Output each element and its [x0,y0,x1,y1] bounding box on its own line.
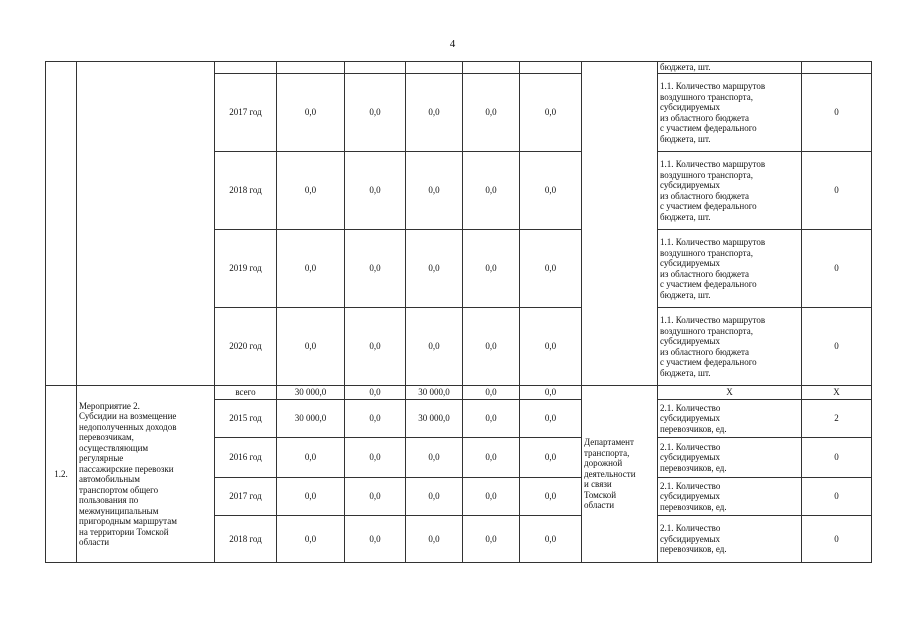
page-number: 4 [449,38,456,50]
indicator-value-cell: 0 [802,438,872,478]
indicator-value-cell: 0 [802,478,872,516]
year-cell: всего [215,386,277,400]
value-cell: 30 000,0 [277,386,345,400]
indicator-cell: 2.1. Количество субсидируемых перевозчиков, ед. [658,516,802,563]
value-cell: 0,0 [406,74,463,152]
value-cell: 0,0 [463,74,520,152]
indicator-cell: 1.1. Количество маршрутов воздушного транспорта, субсидируемых из областного бюджета с участием федерального бюджета, шт. [658,308,802,386]
value-cell: 30 000,0 [277,400,345,438]
value-cell: 0,0 [520,230,582,308]
year-cell: 2019 год [215,230,277,308]
value-cell: 0,0 [406,438,463,478]
value-cell: 0,0 [345,400,406,438]
value-cell: 0,0 [520,74,582,152]
year-cell: 2017 год [215,478,277,516]
year-cell: 2020 год [215,308,277,386]
indicator-cell: 1.1. Количество маршрутов воздушного транспорта, субсидируемых из областного бюджета с участием федерального бюджета, шт. [658,74,802,152]
value-cell: 0,0 [406,230,463,308]
value-cell: 0,0 [406,308,463,386]
indicator-cell: 2.1. Количество субсидируемых перевозчиков, ед. [658,478,802,516]
number-cell-empty [46,62,77,386]
value-cell: 0,0 [463,308,520,386]
value-cell: 0,0 [520,400,582,438]
item-number: 1.2. [46,386,77,563]
value-cell: 0,0 [520,152,582,230]
value-cell: 0,0 [463,386,520,400]
value-cell: 0,0 [277,438,345,478]
value-cell: 0,0 [463,438,520,478]
value-cell: 0,0 [345,308,406,386]
indicator-value-cell: 0 [802,152,872,230]
value-cell: 0,0 [277,478,345,516]
value-cell: 0,0 [520,478,582,516]
year-cell: 2018 год [215,516,277,563]
event-description: Мероприятие 2. Субсидии на возмещение недополученных доходов перевозчикам, осуществляющим регулярные пассажирские перевозки автомобильным транспортом общего пользования по межмуниципальным пригородным маршрутам на территории Томской области [77,386,215,563]
value-cell: 0,0 [277,516,345,563]
value-cell: 30 000,0 [406,400,463,438]
value-cell: 0,0 [406,152,463,230]
value-cell: 0,0 [277,230,345,308]
value-cell: 0,0 [520,438,582,478]
year-cell: 2016 год [215,438,277,478]
value-cell: 0,0 [345,230,406,308]
value-cell: 30 000,0 [406,386,463,400]
value-cell: 0,0 [345,478,406,516]
value-cell: 0,0 [463,152,520,230]
indicator-cell: X [658,386,802,400]
value-cell: 0,0 [520,308,582,386]
indicator-value-cell: 0 [802,516,872,563]
year-cell: 2018 год [215,152,277,230]
indicator-value-cell: 0 [802,74,872,152]
indicator-value-cell: 2 [802,400,872,438]
table-row [46,386,872,400]
value-cell: 0,0 [345,74,406,152]
value-cell: 0,0 [345,438,406,478]
table-row [46,62,872,74]
event-cell-empty [77,62,215,386]
indicator-value-cell: 0 [802,230,872,308]
value-cell: 0,0 [345,386,406,400]
indicator-value-cell: X [802,386,872,400]
value-cell: 0,0 [345,516,406,563]
value-cell: 0,0 [520,516,582,563]
value-cell: 0,0 [406,478,463,516]
indicator-cell: 2.1. Количество субсидируемых перевозчиков, ед. [658,400,802,438]
value-cell: 0,0 [463,516,520,563]
value-cell: 0,0 [345,152,406,230]
indicator-value-cell: 0 [802,308,872,386]
year-cell: 2015 год [215,400,277,438]
year-cell: 2017 год [215,74,277,152]
indicator-cell: 1.1. Количество маршрутов воздушного транспорта, субсидируемых из областного бюджета с участием федерального бюджета, шт. [658,230,802,308]
indicator-cell: 1.1. Количество маршрутов воздушного транспорта, субсидируемых из областного бюджета с участием федерального бюджета, шт. [658,152,802,230]
value-cell: 0,0 [463,400,520,438]
value-cell: 0,0 [520,386,582,400]
value-cell: 0,0 [277,152,345,230]
value-cell: 0,0 [406,516,463,563]
value-cell: 0,0 [463,478,520,516]
value-cell: 0,0 [277,74,345,152]
indicator-cell: 2.1. Количество субсидируемых перевозчиков, ед. [658,438,802,478]
value-cell: 0,0 [277,308,345,386]
program-table [45,61,872,563]
executor-cell-empty [582,62,658,386]
value-cell: 0,0 [463,230,520,308]
indicator-cell: бюджета, шт. [658,62,802,74]
executor-cell: Департамент транспорта, дорожной деятельности и связи Томской области [582,386,658,563]
